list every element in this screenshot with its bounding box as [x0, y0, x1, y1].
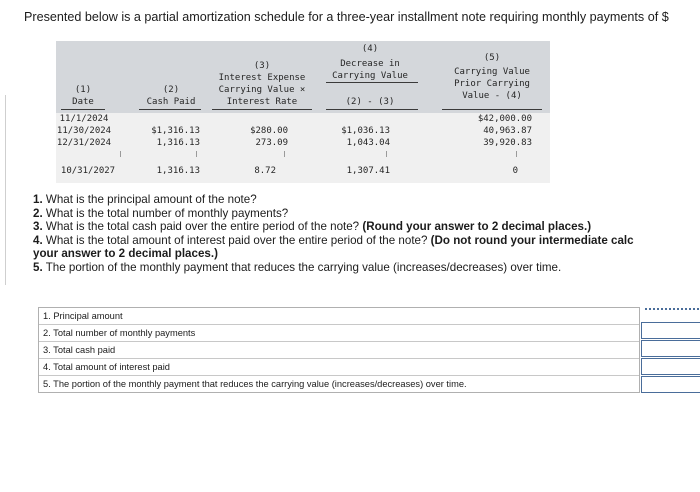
question-number: 3.	[33, 220, 43, 233]
row2-carrying: 40,963.87	[483, 126, 532, 136]
col4-underline	[326, 82, 418, 83]
row-last-decrease: 1,307.41	[346, 166, 390, 176]
col1-label: Date	[72, 97, 94, 107]
col2-number: (2)	[162, 85, 180, 95]
row-last-interest: 8.72	[254, 166, 276, 176]
question-number: 2.	[33, 206, 43, 220]
answer-row-principal: 1. Principal amount	[39, 308, 639, 325]
col5-line3: Value - (4)	[462, 91, 522, 101]
question-text: The portion of the monthly payment that reduces the carrying value (increases/decreases) over time.	[45, 260, 562, 274]
col2-label: Cash Paid	[146, 97, 196, 107]
question-3	[33, 220, 700, 234]
answer-row-interest: 4. Total amount of interest paid	[39, 359, 639, 376]
question-number: 4.	[33, 233, 43, 247]
problem-intro: Presented below is a partial amortization schedule for a three-year installment note requiring monthly payments of $	[24, 10, 669, 24]
payments-input[interactable]	[641, 340, 700, 357]
row1-carrying: $42,000.00	[477, 114, 532, 124]
principal-input[interactable]	[641, 322, 700, 339]
answer-row-portion: 5. The portion of the monthly payment that reduces the carrying value (increases/decreases) over time.	[43, 379, 467, 389]
row2-date: 11/30/2024	[56, 126, 112, 136]
question-instruction: (Round your answer to 2 decimal places.)	[362, 220, 592, 233]
col3-line3: Interest Rate	[226, 97, 298, 107]
answer-row-payments: 2. Total number of monthly payments	[39, 325, 639, 342]
question-4	[33, 234, 700, 248]
col1-underline	[61, 109, 105, 110]
col3-number: (3)	[253, 61, 271, 71]
question-instruction: (Do not round your intermediate calc	[430, 233, 634, 247]
answer-inputs	[641, 305, 700, 397]
answer-table	[38, 307, 640, 393]
col5-line1: Carrying Value	[454, 67, 530, 77]
col4-line1: Decrease in	[340, 59, 400, 69]
row3-cash: 1,316.13	[156, 138, 200, 148]
cash-paid-input[interactable]	[641, 358, 700, 375]
question-number: 5.	[33, 260, 43, 274]
col3-line1: Interest Expense	[218, 73, 306, 83]
row3-carrying: 39,920.83	[483, 138, 532, 148]
col5-underline	[442, 109, 542, 110]
col4-line2: Carrying Value	[332, 71, 408, 81]
ellipsis-tick	[196, 151, 197, 157]
col4-underline-bottom	[326, 109, 418, 110]
input-dotted-border	[645, 308, 700, 312]
ellipsis-tick	[120, 151, 121, 157]
ellipsis-tick	[516, 151, 517, 157]
col3-line2: Carrying Value ×	[218, 85, 306, 95]
questions-list	[33, 193, 700, 274]
amortization-schedule	[56, 41, 550, 183]
col5-number: (5)	[483, 53, 501, 63]
question-5	[33, 261, 700, 275]
col1-number: (1)	[74, 85, 92, 95]
question-text: What is the total amount of interest paid over the entire period of the note?	[45, 233, 431, 247]
ellipsis-tick	[284, 151, 285, 157]
question-2	[33, 207, 700, 221]
row3-decrease: 1,043.04	[346, 138, 390, 148]
row3-date: 12/31/2024	[56, 138, 112, 148]
col5-line2: Prior Carrying	[454, 79, 530, 89]
row2-interest: $280.00	[250, 126, 288, 136]
scroll-edge	[0, 95, 6, 285]
question-text: What is the total number of monthly payments?	[45, 206, 289, 220]
question-1	[33, 193, 700, 207]
question-instruction: your answer to 2 decimal places.)	[33, 247, 218, 260]
row3-interest: 273.09	[255, 138, 288, 148]
col2-underline	[139, 109, 201, 110]
interest-input[interactable]	[641, 376, 700, 393]
answer-row-cash-paid: 3. Total cash paid	[39, 342, 639, 359]
row1-date: 11/1/2024	[59, 114, 109, 124]
row-last-date: 10/31/2027	[60, 166, 116, 176]
row-last-carrying: 0	[512, 166, 518, 176]
question-text: What is the principal amount of the note?	[45, 193, 257, 206]
col4-number: (4)	[361, 44, 379, 54]
col3-underline	[212, 109, 312, 110]
question-text: What is the total cash paid over the entire period of the note?	[45, 220, 363, 233]
question-number: 1.	[33, 193, 43, 206]
row2-decrease: $1,036.13	[341, 126, 390, 136]
row-last-cash: 1,316.13	[156, 166, 200, 176]
ellipsis-tick	[386, 151, 387, 157]
question-4-continued	[33, 247, 700, 261]
row2-cash: $1,316.13	[151, 126, 200, 136]
col4-line3: (2) - (3)	[345, 97, 395, 107]
